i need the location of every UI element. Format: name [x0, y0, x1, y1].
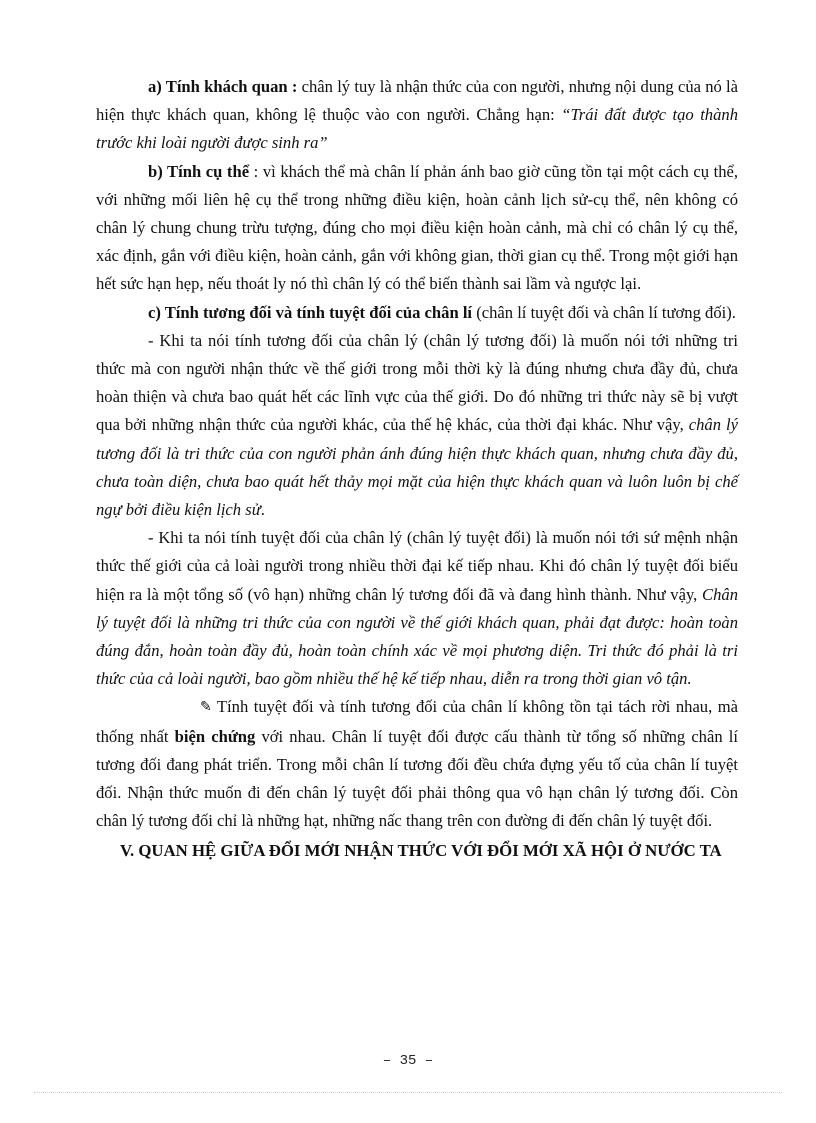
definition-absolute-truth: Chân lý tuyệt đối là những tri thức của con người về thế giới khách quan, phải đạt được: hoàn toàn đúng đắn, hoàn toàn đầy đủ, hoàn toàn chính xác về mọi phương diện. Tri thức đó phải là tri thức của cả loài người, bao gồm nhiều thế hệ kế tiếp nhau, diễn ra trong thời gian vô tận. [96, 584, 738, 689]
paragraph-relativity-absoluteness [96, 299, 738, 327]
label-objectivity: a) Tính khách quan : [148, 77, 298, 96]
text-absolute-truth: - Khi ta nói tính tuyệt đối của chân lý (chân lý tuyệt đối) là muốn nói tới sứ mệnh nhận thức thế giới của cả loài người trong nhiều thời đại kế tiếp nhau. Khi đó chân lý tuyệt đối biểu hiện ra là một tổng số (vô hạn) những chân lý tương đối đã và đang hình thành. Như vậy, [96, 528, 738, 604]
bold-dialectical: biện chứng [174, 726, 256, 746]
label-concreteness: b) Tính cụ thể [148, 161, 250, 181]
text-dialectical-unity-1: Tính tuyệt đối và tính tương đối của chân lí không tồn tại tách rời nhau, mà thống nhất [96, 697, 738, 746]
definition-relative-truth: chân lý tương đối là tri thức của con người phản ánh đúng hiện thực khách quan, nhưng chưa đầy đủ, chưa toàn diện, chưa bao quát hết thảy mọi mặt của hiện thực khách quan và luôn luôn bị chế ngự bởi điều kiện lịch sử [96, 415, 738, 520]
text-dialectical-unity-2: với nhau. Chân lí tuyệt đối được cấu thành từ tổng số những chân lí tương đối đang phát triển. Trong mỗi chân lí tương đối đều chứa đựng yếu tố của chân lí tuyệt đối. Nhận thức muốn đi đến chân lý tuyệt đối phải thông qua vô hạn chân lý tương đối. Còn chân lý tương đối chỉ là những hạt, những nấc thang trên con đường đi đến chân lý tuyệt đối. [96, 726, 738, 831]
text-relativity-absoluteness: (chân lí tuyệt đối và chân lí tương đối). [472, 302, 736, 322]
section-heading: V. QUAN HỆ GIỮA ĐỔI MỚI NHẬN THỨC VỚI ĐỔI MỚI XÃ HỘI Ở NƯỚC TA [120, 841, 722, 861]
paragraph-relative-truth [96, 327, 738, 524]
paragraph-dialectical-unity [96, 693, 738, 835]
text-objectivity: chân lý tuy là nhận thức của con người, nhưng nội dung của nó là hiện thực khách quan, không lệ thuộc vào con người. Chẳng hạn: [96, 77, 739, 125]
page-number: – 35 – [382, 1053, 434, 1069]
bottom-divider [34, 1092, 782, 1093]
example-quote: “Trái đất được tạo thành trước khi loài người được sinh ra” [96, 105, 738, 153]
page-body [96, 73, 738, 865]
paragraph-objectivity [96, 73, 738, 158]
label-relativity-absoluteness: c) Tính tương đối và tính tuyệt đối của chân lí [148, 302, 473, 322]
text-relative-truth: - Khi ta nói tính tương đối của chân lý (chân lý tương đối) là muốn nói tới những tri thức mà con người nhận thức về thế giới trong mỗi thời kỳ là đúng nhưng chưa đầy đủ, chưa hoàn thiện và chưa bao quát hết các lĩnh vực của thế giới. Do đó những tri thức này sẽ bị vượt qua bởi những nhận thức của người khác, của thế hệ khác, của thời đại khác. Như vậy, [96, 330, 738, 435]
pencil-icon: ✎ [200, 699, 212, 716]
relative-truth-end: . [260, 500, 265, 520]
paragraph-concreteness [96, 158, 738, 299]
paragraph-absolute-truth [96, 524, 738, 693]
text-concreteness: : vì khách thể mà chân lí phản ánh bao giờ cũng tồn tại một cách cụ thể, với những mối liên hệ cụ thể trong những điều kiện, hoàn cảnh lịch sử-cụ thể, nên không có chân lý chung chung trừu tượng, đúng cho mọi điều kiện hoàn cảnh, mà chỉ có chân lý cụ thể, xác định, gắn với điều kiện, hoàn cảnh, gắn với không gian, thời gian cụ thể. Trong một giới hạn hết sức hạn hẹp, nếu thoát ly nó thì chân lý có thể biến thành sai lầm và ngược lại. [96, 161, 738, 294]
